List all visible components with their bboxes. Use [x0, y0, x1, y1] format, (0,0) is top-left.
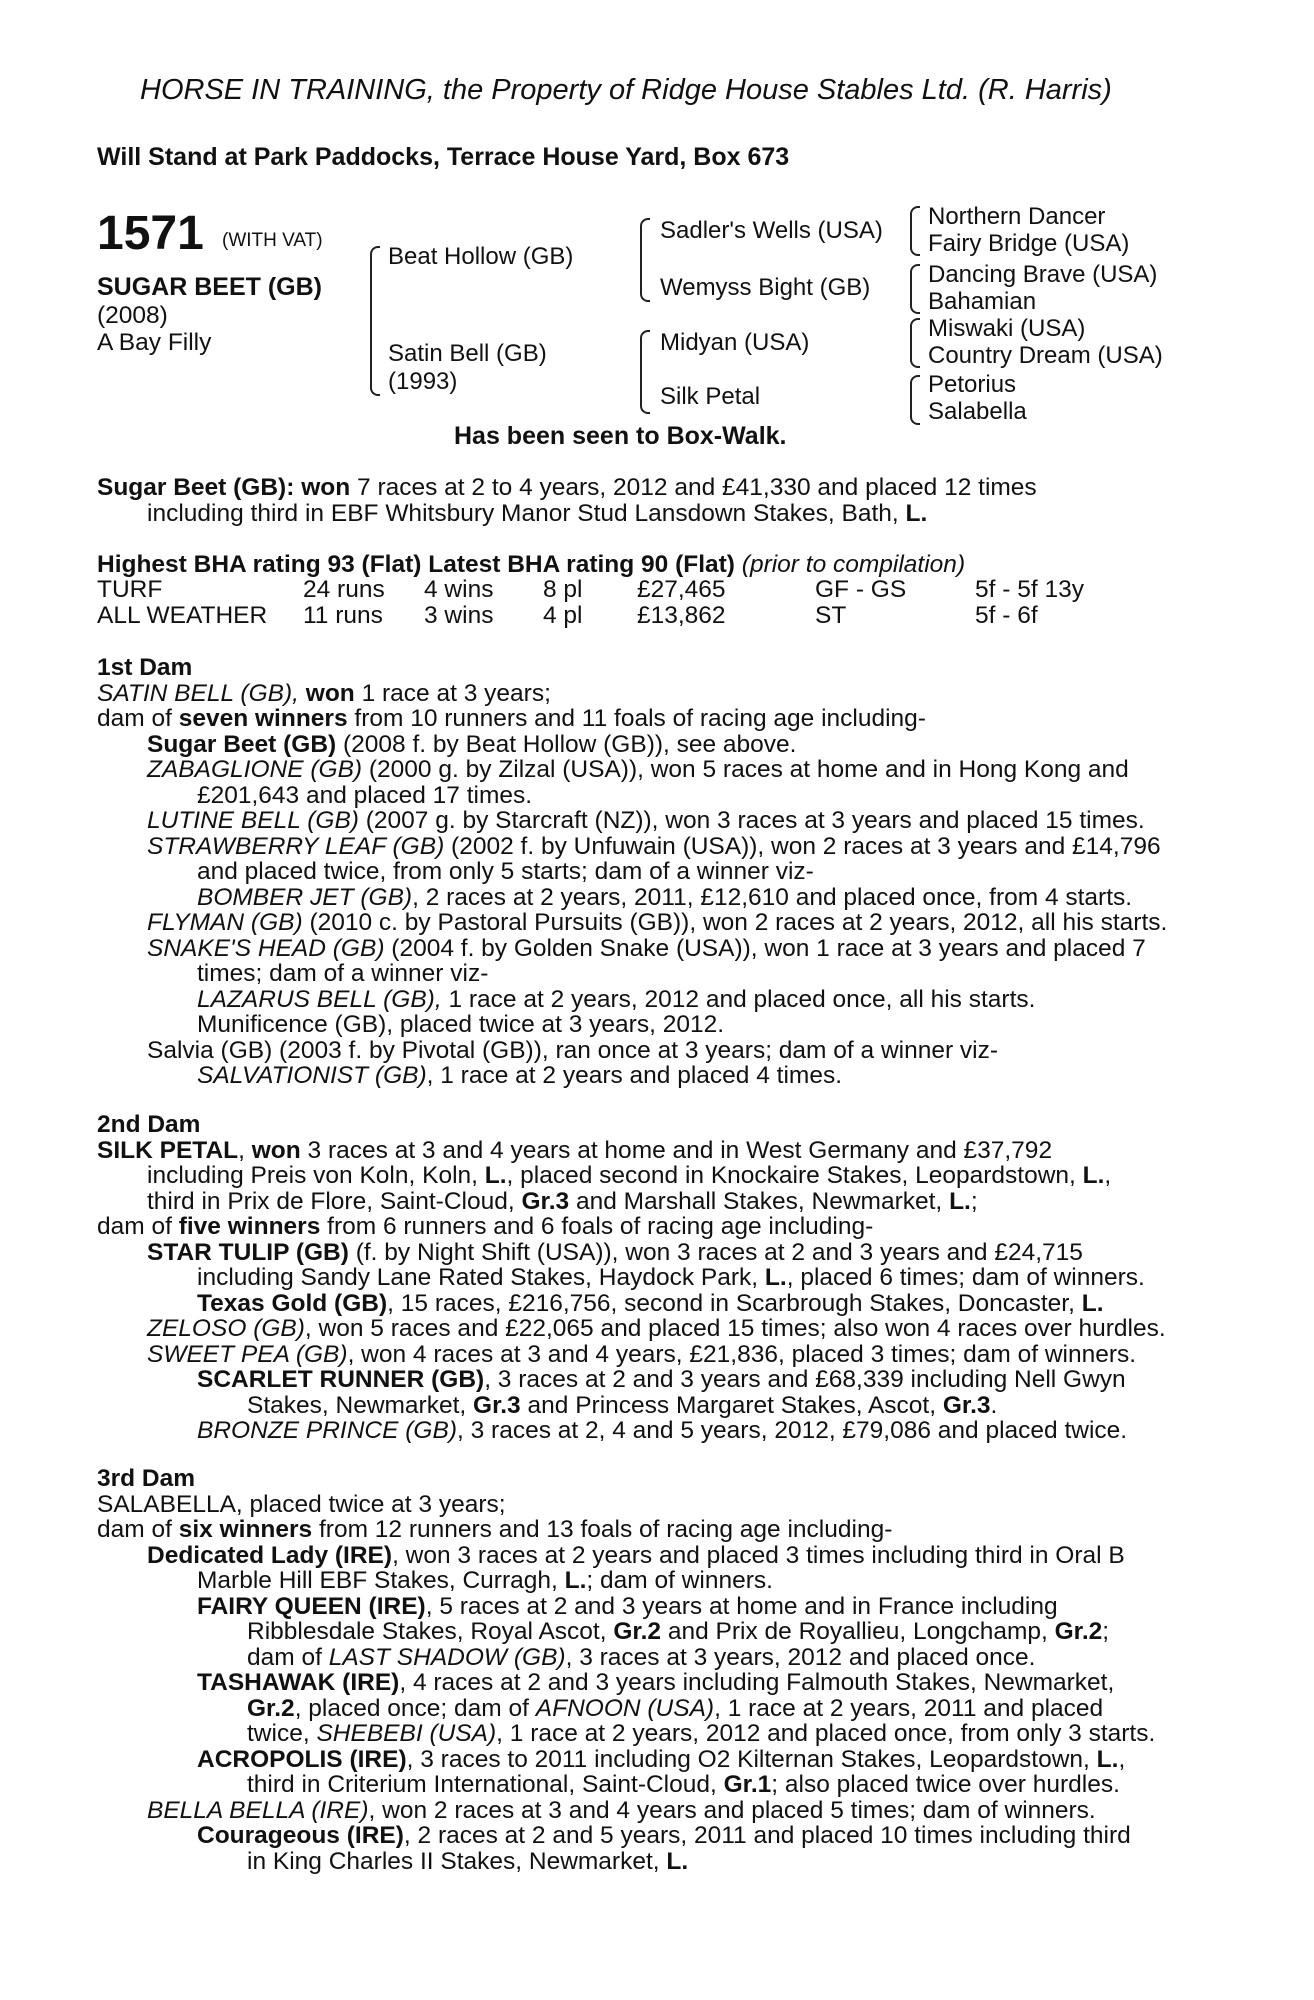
text-run-dam2-l9b: , won 4 races at 3 and 4 years, £21,836, placed 3 times; dam of winners. — [347, 1340, 1137, 1368]
dam2-star-tulip: STAR TULIP (GB) — [147, 1238, 349, 1266]
ratings-heading-line — [97, 552, 965, 578]
sd-dam: Bahamian — [928, 288, 1037, 315]
text-run-dam3-l4b: L. — [564, 1567, 587, 1594]
dd-sire: Petorius — [928, 371, 1017, 398]
aw-wins: 3 wins — [424, 602, 494, 629]
text-run-dam2-l2a: including Preis von Koln, Koln, — [147, 1162, 485, 1189]
text-run-dam2-l11e: . — [990, 1391, 998, 1419]
text-run-dam3-l9c: AFNOON (USA) — [535, 1694, 715, 1722]
text-run-dam2-l6c: , placed 6 times; dam of winners. — [786, 1264, 1145, 1291]
box-walk-note: Has been seen to Box-Walk. — [454, 422, 787, 450]
turf-placed: 8 pl — [543, 576, 583, 603]
text-run-dam3-l7c: , 3 races at 3 years, 2012 and placed once. — [565, 1643, 1036, 1671]
text-run-dam3-l2a: dam of — [97, 1516, 179, 1543]
dam1-line7b: (2002 f. by Unfuwain (USA)), won 2 races at 3 years and £14,796 — [444, 832, 1161, 860]
ds-dam: Country Dream (USA) — [928, 342, 1163, 369]
dam1-line9a: BOMBER JET (GB) — [197, 883, 413, 911]
text-run-dam3-l12c: ; also placed twice over hurdles. — [771, 1771, 1120, 1798]
stand-location: Will Stand at Park Paddocks, Terrace House Yard, Box 673 — [97, 143, 790, 171]
text-run-dam3-l2c: from 12 runners and 13 foals of racing age including- — [312, 1516, 893, 1543]
text-run-dam2-l2d: L. — [1082, 1162, 1105, 1189]
text-run-dam2-l3a: third in Prix de Flore, Saint-Cloud, — [147, 1187, 522, 1215]
aw-money: £13,862 — [637, 602, 726, 629]
text-run-dam2-l4c: from 6 runners and 6 foals of racing age including- — [320, 1213, 874, 1240]
text-run-dam3-l2b: six winners — [178, 1516, 313, 1543]
dam1-line4b: (2000 g. by Zilzal (USA)), won 5 races at home and in Hong Kong and — [362, 756, 1129, 783]
aw-placed: 4 pl — [543, 602, 583, 629]
dam2-won: won — [251, 1136, 301, 1164]
text-run-dam3-l11c: L. — [1096, 1745, 1119, 1773]
ds-brace — [910, 318, 920, 368]
text-run-dam3-l8b: , 4 races at 2 and 3 years including Falmouth Stakes, Newmarket, — [399, 1669, 1115, 1696]
dam1-line6b: (2007 g. by Starcraft (NZ)), won 3 races at 3 years and placed 15 times. — [358, 807, 1145, 834]
text-run-dam3-l12a: third in Criterium International, Saint-Cloud, — [247, 1771, 724, 1798]
dam1-line2c: from 10 runners and 11 foals of racing age including- — [347, 705, 926, 732]
turf-going: GF - GS — [815, 576, 907, 603]
summary-won: won — [301, 474, 351, 501]
dam-brace — [640, 330, 650, 414]
dam1-line9b: , 2 races at 2 years, 2011, £12,610 and placed once, from 4 starts. — [412, 883, 1133, 911]
horse-name: SUGAR BEET (GB) — [97, 273, 322, 301]
text-run-dam3-l6e: ; — [1102, 1618, 1110, 1645]
dam1-line3b: (2008 f. by Beat Hollow (GB)), see above. — [336, 730, 797, 758]
text-run-dam2-l2e: , — [1104, 1162, 1112, 1189]
turf-money: £27,465 — [637, 576, 726, 603]
dam1-line8: and placed twice, from only 5 starts; dam of a winner viz- — [197, 858, 814, 885]
lot-number: 1571 — [97, 207, 204, 260]
text-run-dam3-l7a: dam of — [247, 1643, 329, 1671]
race-summary: Sugar Beet (GB): won 7 races at 2 to 4 years, 2012 and £41,330 and placed 12 times including third in EBF Whitsbury Manor Stud Lansdown Stakes, Bath, L. — [97, 474, 1037, 527]
horse-year: (2008) — [97, 302, 168, 329]
text-run-dam2-l8a: ZELOSO (GB) — [147, 1315, 305, 1342]
text-run-dam3-l10a: twice, — [247, 1720, 317, 1747]
text-run-dam3-l10b: SHEBEBI (USA) — [316, 1720, 497, 1747]
text-run-dam3-l8a: TASHAWAK (IRE) — [197, 1669, 400, 1696]
ss-dam: Fairy Bridge (USA) — [928, 230, 1130, 257]
text-run-dam3-l14b: , 2 races at 2 and 5 years, 2011 and placed 10 times including third — [403, 1822, 1131, 1849]
dam1-name: SATIN BELL (GB), — [97, 679, 299, 707]
text-run-dam2-l4a: dam of — [97, 1213, 179, 1240]
dam1-line6a: LUTINE BELL (GB) — [147, 807, 359, 834]
text-run-dam3-l13b: , won 2 races at 3 and 4 years and placed 5 times; dam of winners. — [368, 1796, 1096, 1824]
text-run-dam2-l7b: , 15 races, £216,756, second in Scarbrough Stakes, Doncaster, — [387, 1289, 1082, 1317]
text-run-dam2-l3d: L. — [949, 1187, 971, 1215]
dam-year: (1993) — [388, 368, 458, 395]
text-run-dam3-l9a: Gr.2 — [247, 1694, 295, 1722]
text-run-dam3-l5a: FAIRY QUEEN (IRE) — [197, 1592, 426, 1620]
text-run-dam3-l15b: L. — [666, 1847, 689, 1875]
ss-sire: Northern Dancer — [928, 203, 1106, 230]
text-run-dam3-l10c: , 1 race at 2 years, 2012 and placed once, from only 3 starts. — [496, 1720, 1156, 1747]
text-run-dam2-l9a: SWEET PEA (GB) — [147, 1340, 348, 1368]
text-run-dam2-l11c: and Princess Margaret Stakes, Ascot, — [520, 1391, 943, 1419]
dam2-name: SILK PETAL — [97, 1136, 239, 1164]
dam1-line13a: LAZARUS BELL (GB), — [197, 985, 442, 1013]
sd-sire: Dancing Brave (USA) — [928, 261, 1158, 288]
text-run-dam3-l4c: ; dam of winners. — [586, 1567, 773, 1594]
text-run-dam2-l10b: , 3 races at 2 and 3 years and £68,339 including Nell Gwyn — [484, 1366, 1126, 1393]
summary-name: Sugar Beet (GB) — [97, 474, 287, 501]
sire-dam: Wemyss Bight (GB) — [660, 274, 871, 301]
turf-surface: TURF — [97, 576, 163, 603]
dam-sire: Midyan (USA) — [660, 329, 810, 356]
text-run-dam3-l12b: Gr.1 — [723, 1771, 772, 1798]
text-run-dam2-l3c: and Marshall Stakes, Newmarket, — [569, 1187, 950, 1215]
dd-dam: Salabella — [928, 398, 1027, 425]
text-run-dam3-l6c: and Prix de Royallieu, Longchamp, — [661, 1618, 1055, 1645]
third-dam-section — [97, 1466, 1205, 1874]
dam1-line5: £201,643 and placed 17 times. — [197, 781, 533, 809]
dam1-line11b: (2004 f. by Golden Snake (USA)), won 1 race at 3 years and placed 7 — [384, 934, 1146, 962]
turf-wins: 4 wins — [424, 576, 494, 603]
text-run-dam3-l6d: Gr.2 — [1054, 1618, 1103, 1645]
first-dam-section — [97, 655, 1205, 1089]
text-run-dam2-l7a: Texas Gold (GB) — [197, 1289, 388, 1317]
text-run-dam3-l14a: Courageous (IRE) — [197, 1822, 404, 1849]
text-run-dam3-l7b: LAST SHADOW (GB) — [328, 1643, 566, 1671]
aw-runs: 11 runs — [303, 602, 383, 629]
text-run-dam3-l9b: , placed once; dam of — [294, 1694, 536, 1722]
text-run-dam3-l3a: Dedicated Lady (IRE) — [147, 1541, 393, 1569]
text-run-dam2-l11a: Stakes, Newmarket, — [247, 1391, 474, 1419]
text-run-dam3-l15a: in King Charles II Stakes, Newmarket, — [247, 1847, 667, 1875]
ratings-heading: Highest BHA rating 93 (Flat) Latest BHA rating 90 (Flat) — [97, 551, 735, 578]
sire: Beat Hollow (GB) — [388, 243, 574, 270]
text-run-dam2-l10a: SCARLET RUNNER (GB) — [197, 1366, 485, 1393]
text-run-dam3-l6a: Ribblesdale Stakes, Royal Ascot, — [247, 1618, 614, 1645]
text-run-dam3-l11b: , 3 races to 2011 including O2 Kilternan Stakes, Leopardstown, — [406, 1745, 1097, 1773]
third-dam-heading: 3rd Dam — [97, 1465, 196, 1492]
text-run-dam3-l11a: ACROPOLIS (IRE) — [197, 1745, 407, 1773]
text-run-dam2-l12a: BRONZE PRINCE (GB) — [197, 1417, 457, 1444]
text-run-dam2-l2c: , placed second in Knockaire Stakes, Leopardstown, — [506, 1162, 1083, 1189]
dam1-line16a: SALVATIONIST (GB) — [197, 1062, 427, 1089]
second-dam-section — [97, 1112, 1205, 1444]
sd-brace — [910, 264, 920, 314]
text-run-dam2-l5b: (f. by Night Shift (USA)), won 3 races at 2 and 3 years and £24,715 — [348, 1238, 1083, 1266]
horse-description: A Bay Filly — [97, 329, 212, 356]
text-run-dam3-l4a: Marble Hill EBF Stakes, Curragh, — [197, 1567, 565, 1594]
dam3-line1: SALABELLA, placed twice at 3 years; — [97, 1490, 506, 1518]
dd-brace — [910, 375, 920, 425]
page-title: HORSE IN TRAINING, the Property of Ridge House Stables Ltd. (R. Harris) — [140, 74, 1112, 106]
text-run-dam2-l11b: Gr.3 — [473, 1391, 521, 1419]
text-run-dam2-l6b: L. — [764, 1264, 787, 1291]
dam1-line10a: FLYMAN (GB) — [147, 909, 303, 936]
dam1-line3a: Sugar Beet (GB) — [147, 730, 337, 758]
text-run-dam2-l3e: ; — [970, 1187, 978, 1215]
aw-distance: 5f - 6f — [975, 602, 1038, 629]
pedigree-brace — [370, 246, 380, 396]
summary-text-2: including third in EBF Whitsbury Manor Stud Lansdown Stakes, Bath, — [147, 499, 906, 527]
dam2-line1: 3 races at 3 and 4 years at home and in West Germany and £37,792 — [300, 1136, 1053, 1164]
text-run-dam2-l8b: , won 5 races and £22,065 and placed 15 times; also won 4 races over hurdles. — [304, 1315, 1166, 1342]
dam1-line12: times; dam of a winner viz- — [197, 960, 489, 987]
text-run-dam3-l3b: , won 3 races at 2 years and placed 3 times including third in Oral B — [392, 1541, 1125, 1569]
text-run-dam3-l6b: Gr.2 — [613, 1618, 662, 1645]
dam1-line11a: SNAKE'S HEAD (GB) — [147, 934, 385, 962]
aw-surface: ALL WEATHER — [97, 602, 268, 629]
dam1-line2b: seven winners — [178, 705, 348, 732]
aw-going: ST — [815, 602, 847, 629]
first-dam-heading: 1st Dam — [97, 654, 193, 681]
text-run-dam3-l5b: , 5 races at 2 and 3 years at home and in France including — [425, 1592, 1058, 1620]
dam1-line13b: 1 race at 2 years, 2012 and placed once, all his starts. — [441, 985, 1036, 1013]
dam1-line16b: , 1 race at 2 years and placed 4 times. — [426, 1062, 843, 1089]
text-run-dam3-l9d: , 1 race at 2 years, 2011 and placed — [714, 1694, 1104, 1722]
ss-brace — [910, 206, 920, 256]
turf-distance: 5f - 5f 13y — [975, 576, 1084, 603]
turf-runs: 24 runs — [303, 576, 385, 603]
text-run-dam3-l11d: , — [1118, 1745, 1126, 1773]
text-run-dam2-l7c: L. — [1081, 1289, 1104, 1317]
ratings-note: (prior to compilation) — [741, 551, 966, 578]
dam-dam: Silk Petal — [660, 383, 761, 410]
sire-brace — [640, 218, 650, 302]
dam1-line2a: dam of — [97, 705, 179, 732]
text-run-dam2-l1b: , — [238, 1136, 252, 1164]
text-run-dam2-l11d: Gr.3 — [942, 1391, 991, 1419]
dam1-line10b: (2010 c. by Pastoral Pursuits (GB)), won 2 races at 2 years, 2012, all his starts. — [302, 909, 1168, 936]
text-run-dam2-l4b: five winners — [178, 1213, 321, 1240]
text-run-dam2-l12b: , 3 races at 2, 4 and 5 years, 2012, £79,086 and placed twice. — [457, 1417, 1128, 1444]
text-run-dam2-l2b: L. — [484, 1162, 507, 1189]
text-run-dam3-l13a: BELLA BELLA (IRE) — [147, 1796, 369, 1824]
text-run-dam2-l3b: Gr.3 — [521, 1187, 570, 1215]
dam1-line7a: STRAWBERRY LEAF (GB) — [147, 832, 445, 860]
second-dam-heading: 2nd Dam — [97, 1111, 201, 1138]
ds-sire: Miswaki (USA) — [928, 315, 1086, 342]
dam1-won: won — [305, 679, 355, 707]
text-run-dam2-l6a: including Sandy Lane Rated Stakes, Haydock Park, — [197, 1264, 765, 1291]
summary-text-1: 7 races at 2 to 4 years, 2012 and £41,330 and placed 12 times — [350, 474, 1037, 501]
dam1-line15: Salvia (GB) (2003 f. by Pivotal (GB)), ran once at 3 years; dam of a winner viz- — [147, 1036, 999, 1064]
summary-listed: L. — [905, 499, 928, 527]
dam: Satin Bell (GB) — [388, 340, 547, 367]
dam1-line1: 1 race at 3 years; — [354, 679, 551, 707]
sire-sire: Sadler's Wells (USA) — [660, 217, 883, 244]
vat-note: (WITH VAT) — [222, 230, 323, 251]
dam1-line4a: ZABAGLIONE (GB) — [147, 756, 363, 783]
dam1-line14: Munificence (GB), placed twice at 3 years, 2012. — [197, 1011, 725, 1038]
